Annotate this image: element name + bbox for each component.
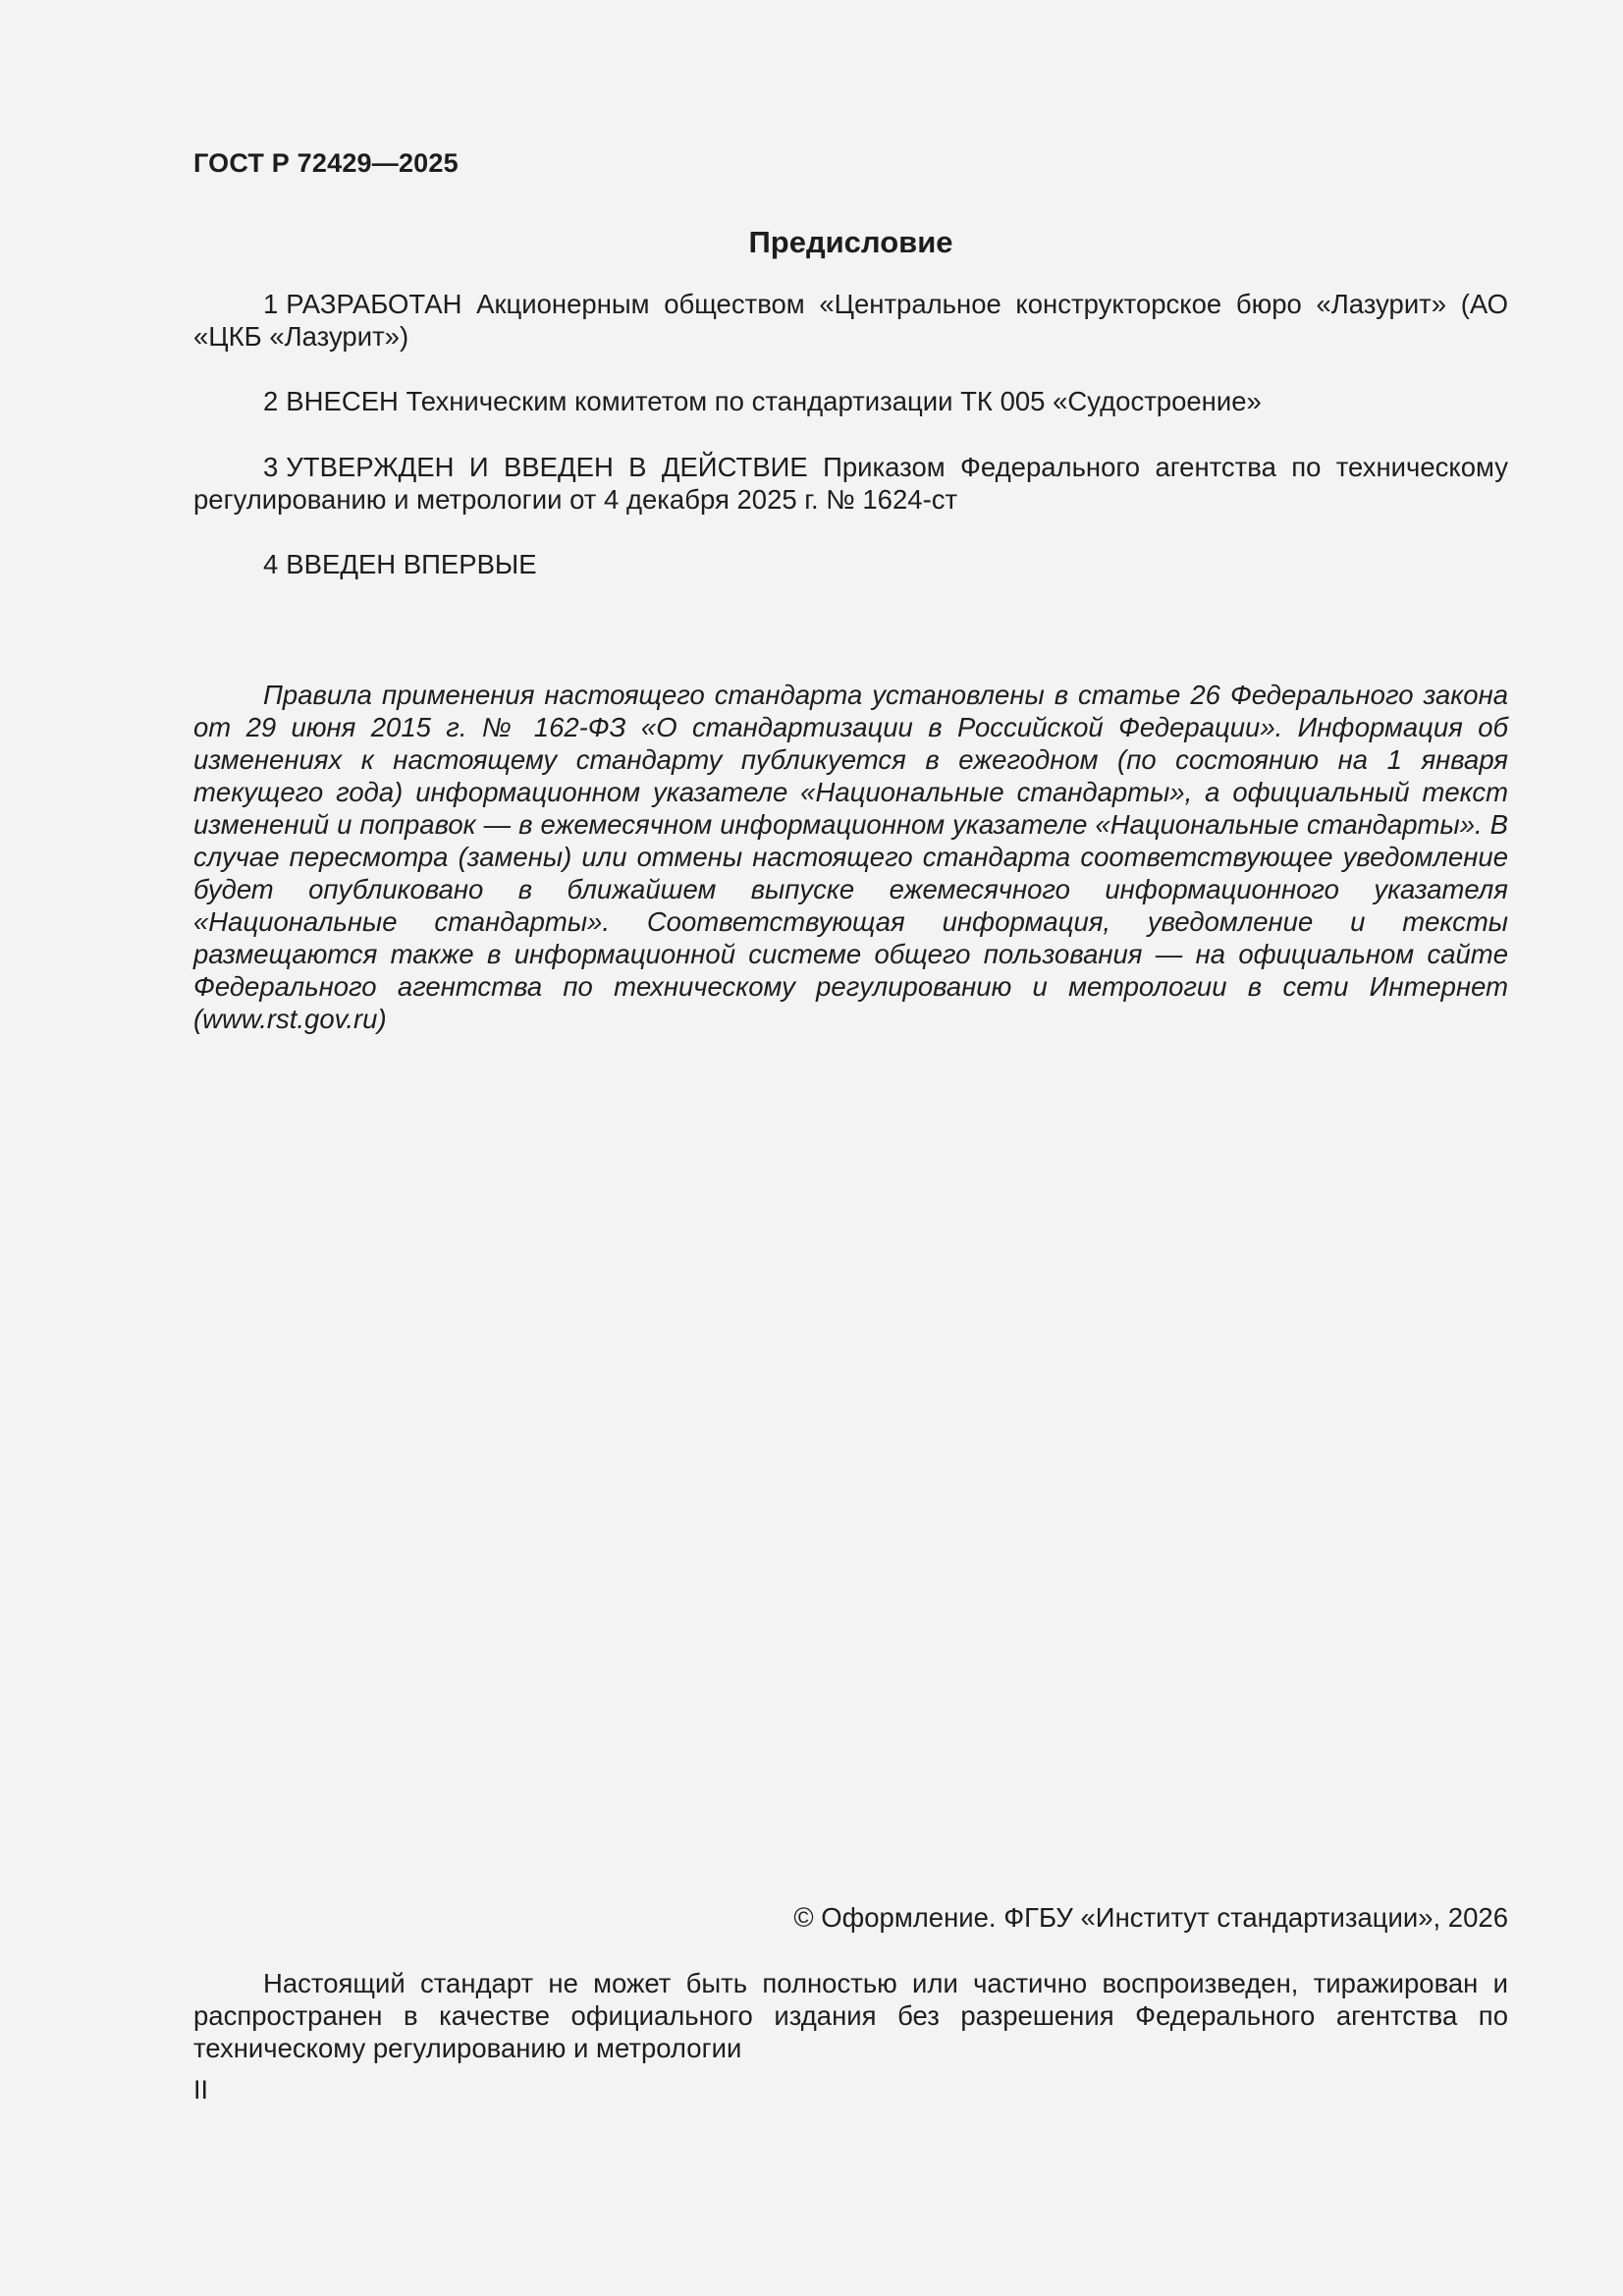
- foreword-item-3: [193, 451, 1508, 516]
- item-number: 1: [263, 289, 279, 319]
- copyright-notice: © Оформление. ФГБУ «Институт стандартизации», 2026: [793, 1902, 1508, 1933]
- item-text: ВВЕДЕН ВПЕРВЫЕ: [286, 549, 537, 579]
- item-text: УТВЕРЖДЕН И ВВЕДЕН В ДЕЙСТВИЕ Приказом Федерального агентства по техническому регулированию и метрологии от 4 декабря 2025 г. № 1624-ст: [193, 452, 1508, 515]
- reproduction-notice: Настоящий стандарт не может быть полностью или частично воспроизведен, тиражирован и распространен в качестве официального издания без разрешения Федерального агентства по техническому регулированию и метрологии: [193, 1968, 1508, 2063]
- item-text: ВНЕСЕН Техническим комитетом по стандартизации ТК 005 «Судостроение»: [286, 386, 1262, 416]
- item-text: РАЗРАБОТАН Акционерным обществом «Центральное конструкторское бюро «Лазурит» (АО «ЦКБ «Лазурит»): [193, 289, 1508, 352]
- rules-note: Правила применения настоящего стандарта установлены в статье 26 Федерального закона от 29 июня 2015 г. № 162-ФЗ «О стандартизации в Российской Федерации». Информация об изменениях к настоящему стандарту публикуется в ежегодном (по состоянию на 1 января текущего года) информационном указателе «Национальные стандарты», а официальный текст изменений и поправок — в ежемесячном информационном указателе «Национальные стандарты». В случае пересмотра (замены) или отмены настоящего стандарта соответствующее уведомление будет опубликовано в ближайшем выпуске ежемесячного информационного указателя «Национальные стандарты». Соответствующая информация, уведомление и тексты размещаются также в информационной системе общего пользования — на официальном сайте Федерального агентства по техническому регулированию и метрологии в сети Интернет (www.rst.gov.ru): [193, 680, 1508, 1034]
- page-number: II: [193, 2075, 209, 2105]
- foreword-item-1: [193, 288, 1508, 353]
- item-number: 2: [263, 386, 279, 416]
- item-number: 4: [263, 549, 279, 579]
- foreword-title: Предисловие: [748, 225, 953, 259]
- foreword-item-2: [193, 385, 1508, 417]
- item-number: 3: [263, 452, 279, 482]
- document-code: ГОСТ Р 72429—2025: [193, 148, 459, 178]
- foreword-item-4: [193, 548, 1508, 580]
